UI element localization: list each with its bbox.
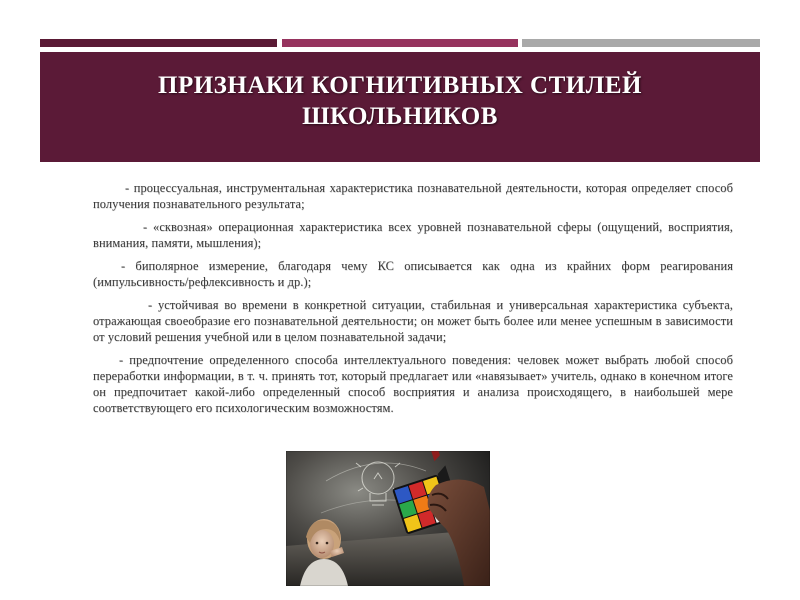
body-paragraph: - «сквозная» операционная характеристика всех уровней познавательной сферы (ощущений, восприятия, внимания, памяти, мышления); [93, 220, 733, 250]
accent-bar-dark [40, 39, 277, 47]
body-paragraph: - биполярное измерение, благодаря чему КС описывается как одна из крайних форм реагирования (импульсивность/рефлексивность и др.); [93, 259, 733, 289]
photo-child-rubiks-cube [286, 451, 490, 586]
slide-title-line-1: ПРИЗНАКИ КОГНИТИВНЫХ СТИЛЕЙ [158, 72, 642, 99]
title-band [40, 52, 760, 162]
body-paragraph: - устойчивая во времени в конкретной ситуации, стабильная и универсальная характеристика субъекта, отражающая своеобразие его познавательной деятельности; он может быть более или менее успешным в зависимости от условий решения учебной или в целом познавательной задачи; [93, 298, 733, 344]
slide-body [93, 180, 733, 423]
slide-title [40, 70, 760, 132]
accent-bar-mid [282, 39, 518, 47]
accent-bar-gray [522, 39, 760, 47]
slide-title-line-2: ШКОЛЬНИКОВ [302, 103, 498, 130]
body-paragraph: - процессуальная, инструментальная характеристика познавательной деятельности, которая определяет способ получения познавательного результата; [93, 181, 733, 211]
body-paragraph: - предпочтение определенного способа интеллектуального поведения: человек может выбрать любой способ переработки информации, в т. ч. принять тот, который предлагает или «навязывает» учитель, однако в конечном итоге он предпочитает какой-либо определенный способ восприятия и анализа происходящего, в наибольшей мере соответствующего его психологическим возможностям. [93, 353, 733, 415]
